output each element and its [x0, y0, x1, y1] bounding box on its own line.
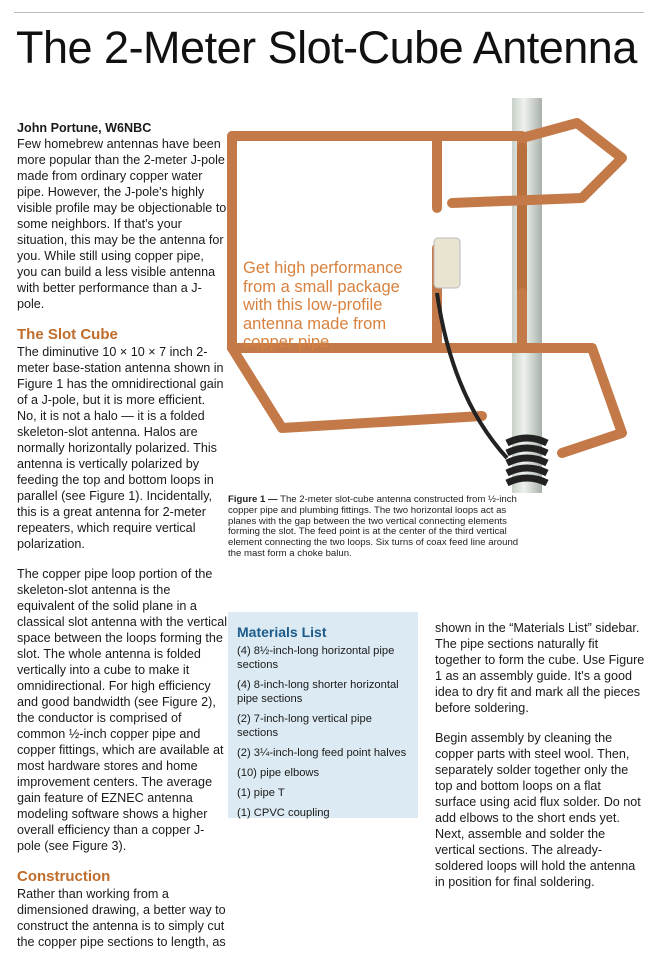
- paragraph: The copper pipe loop portion of the skeleton-slot antenna is the equivalent of the solid plane in a classical slot antenna with the vertical space between the loops forming the slot. The whole antenna is folded vertically into a cube to make it omnidirectional. For high efficiency and good bandwidth (see Figure 2), the conductor is comprised of common ½-inch copper pipe and copper fittings, which are available at most hardware stores and home improvement centers. The average gain feature of EZNEC antenna modeling software shows a higher overall efficiency than a copper J-pole (see Figure 3).: [17, 567, 227, 853]
- list-item: (2) 3¼-inch-long feed point halves: [237, 747, 407, 759]
- list-item: (4) 8½-inch-long horizontal pipe sections: [237, 645, 395, 671]
- pull-quote: Get high performance from a small package with this low-profile antenna made from copper pipe.: [243, 259, 403, 351]
- intro-paragraph: Few homebrew antennas have been more popular than the 2-meter J-pole made from ordinary copper water pipe. However, the J-pole's highly visible profile may be objectionable to some neighbors. If that's your situation, this may be the antenna for you. While still using copper pipe, you can build a less visible antenna with better performance than a J-pole.: [17, 137, 227, 311]
- materials-title: Materials List: [237, 624, 327, 640]
- list-item: (10) pipe elbows: [237, 767, 320, 779]
- figure-label: Figure 1 —: [228, 494, 278, 505]
- section-heading-slot-cube: The Slot Cube: [17, 326, 118, 343]
- paragraph: Begin assembly by cleaning the copper parts with steel wool. Then, separately solder together only the top and bottom loops on a flat surface using acid flux solder. Do not add elbows to the short ends yet. Next, assemble and solder the vertical sections. The already-soldered loops will hold the antenna in position for final soldering.: [435, 731, 641, 889]
- top-rule: [14, 12, 644, 13]
- list-item: (2) 7-inch-long vertical pipe sections: [237, 713, 372, 739]
- materials-sidebar: [228, 612, 418, 818]
- article-title: The 2-Meter Slot-Cube Antenna: [16, 22, 637, 73]
- list-item: (1) CPVC coupling: [237, 807, 330, 819]
- figure-caption-text: The 2-meter slot-cube antenna constructed from ½-inch copper pipe and plumbing fittings. The two horizontal loops act as planes with the gap between the two vertical connecting elements forming the slot. The feed point is at the center of the third vertical element connecting the two loops. Six turns of coax feed line around the mast form a choke balun.: [228, 494, 519, 559]
- list-item: (4) 8-inch-long shorter horizontal pipe sections: [237, 679, 399, 705]
- author-byline: John Portune, W6NBC: [17, 121, 152, 135]
- left-column: [17, 120, 227, 960]
- section-heading-construction: Construction: [17, 868, 111, 885]
- list-item: (1) pipe T: [237, 787, 285, 799]
- paragraph: shown in the “Materials List” sidebar. The pipe sections naturally fit together to form the cube. Use Figure 1 as an assembly guide. It's a good idea to dry fit and mark all the pieces before soldering.: [435, 621, 645, 715]
- materials-list: [228, 644, 418, 820]
- cpvc-coupling: [434, 238, 460, 288]
- right-column: [435, 620, 645, 900]
- paragraph: The diminutive 10 × 10 × 7 inch 2-meter base-station antenna shown in Figure 1 has the omnidirectional gain of a J-pole, but it is more efficient. No, it is not a halo — it is a folded skeleton-slot antenna. Halos are normally horizontally polarized. This antenna is vertically polarized by feeding the top and bottom loops in parallel (see Figure 1). Incidentally, this is a great antenna for 2-meter repeaters, which require vertical polarization.: [17, 345, 224, 551]
- paragraph: Rather than working from a dimensioned drawing, a better way to construct the antenna is to simply cut the copper pipe sections to length, as: [17, 887, 226, 949]
- figure-caption: [228, 495, 528, 560]
